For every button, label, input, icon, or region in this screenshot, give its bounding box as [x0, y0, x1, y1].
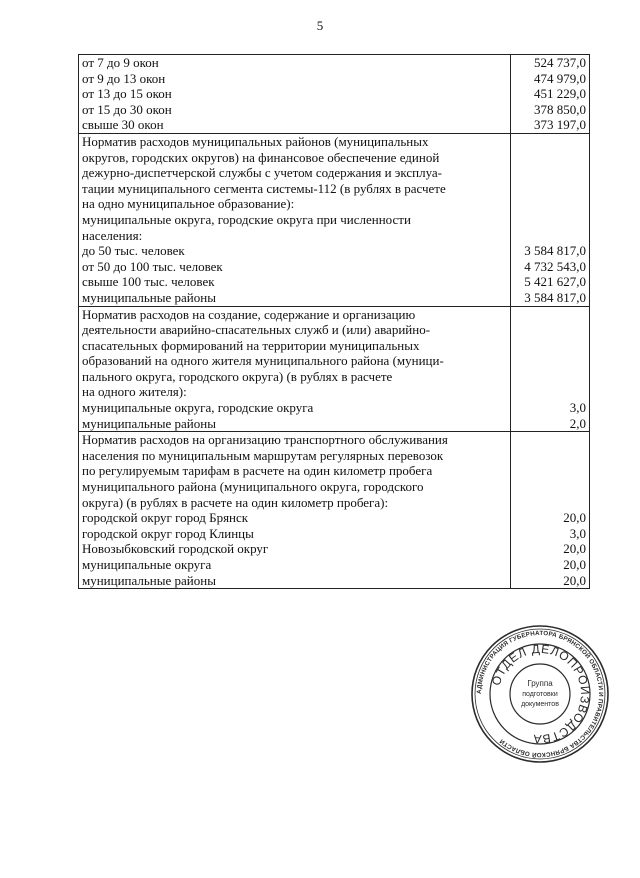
value-line — [514, 150, 586, 166]
stamp-center-line-1: Группа — [527, 679, 553, 688]
description-line: свыше 30 окон — [82, 117, 164, 133]
value-line — [514, 228, 586, 244]
norm-description-cell — [79, 133, 511, 306]
value-line — [514, 463, 586, 479]
norm-description-cell — [79, 55, 511, 134]
description-line: на одного жителя): — [82, 384, 187, 400]
description-line: округа) (в рублях в расчете на один километр пробега): — [82, 494, 389, 510]
value-line: 524 737,0 — [534, 55, 586, 70]
value-line — [514, 307, 586, 323]
value-line — [514, 322, 586, 338]
table-row — [79, 306, 590, 432]
value-line — [514, 353, 586, 369]
norm-value-cell — [511, 55, 590, 134]
description-line: муниципальные округа, городские округа при численности — [82, 211, 411, 227]
description-line: спасательных формирований на территории муниципальных — [82, 337, 420, 353]
norm-description-cell — [79, 432, 511, 589]
table-row — [79, 133, 590, 306]
norm-description-cell — [79, 306, 511, 432]
value-line — [514, 384, 586, 400]
description-line: муниципальные районы — [82, 572, 216, 588]
description-line: на одно муниципальное образование): — [82, 196, 295, 212]
table-row — [79, 432, 590, 589]
description-line: муниципальные районы — [82, 289, 216, 305]
stamp-ring-text: ОТДЕЛ ДЕЛОПРОИЗВОДСТВА — [488, 641, 593, 747]
description-line: Норматив расходов на создание, содержание и организацию — [82, 306, 416, 322]
description-line: муниципального района (муниципального округа, городского — [82, 479, 424, 495]
description-line: муниципальные округа — [82, 557, 212, 572]
stamp-center-line-3: документов — [521, 701, 559, 708]
norm-value-cell — [511, 133, 590, 306]
value-line — [514, 495, 586, 511]
description-line: округов, городских округов) на финансовое обеспечение единой — [82, 149, 440, 165]
value-line — [514, 369, 586, 385]
norm-value-cell — [511, 306, 590, 432]
description-line: от 13 до 15 окон — [82, 86, 172, 102]
value-line: 2,0 — [569, 415, 586, 431]
value-line: 378 850,0 — [534, 101, 586, 117]
norm-value-cell — [511, 432, 590, 589]
value-line: 3 584 817,0 — [524, 289, 586, 305]
value-line: 3 584 817,0 — [524, 243, 586, 259]
value-line: 20,0 — [563, 510, 586, 526]
value-line: 474 979,0 — [534, 70, 586, 86]
value-line: 3,0 — [569, 400, 586, 416]
description-line: городской округ город Клинцы — [82, 525, 254, 541]
description-line: свыше 100 тыс. человек — [82, 274, 215, 290]
stamp-center-line-2: подготовки — [522, 691, 558, 698]
description-line: тации муниципального сегмента системы-112 (в рублях в расчете — [82, 180, 446, 196]
value-line — [514, 134, 586, 150]
description-line: пального округа, городского округа) (в рублях в расчете — [82, 368, 393, 384]
description-line: дежурно-диспетчерской службы с учетом содержания и эксплуа- — [82, 165, 443, 181]
official-stamp — [470, 624, 610, 764]
description-line: до 50 тыс. человек — [82, 243, 185, 259]
value-line: 4 732 543,0 — [524, 258, 586, 274]
value-line — [514, 196, 586, 212]
description-line: муниципальные районы — [82, 415, 216, 431]
description-line: образований на одного жителя муниципального района (муници- — [82, 353, 444, 369]
description-line: Норматив расходов на организацию транспортного обслуживания — [82, 432, 448, 448]
page-number: 5 — [316, 18, 324, 33]
description-line: по регулируемым тарифам в расчете на один километр пробега — [82, 463, 433, 479]
description-line: муниципальные округа, городские округа — [82, 400, 314, 416]
value-line: 20,0 — [563, 572, 586, 588]
value-line: 5 421 627,0 — [524, 274, 586, 290]
value-line — [514, 165, 586, 181]
description-line: от 15 до 30 окон — [82, 101, 172, 117]
table-row — [79, 55, 590, 134]
description-line: городской округ город Брянск — [82, 510, 249, 526]
value-line — [514, 432, 586, 448]
value-line: 20,0 — [563, 557, 586, 572]
value-line — [514, 479, 586, 495]
description-line: Норматив расходов муниципальных районов (муниципальных — [82, 133, 429, 149]
description-line: Новозыбковский городской округ — [82, 541, 269, 557]
value-line: 373 197,0 — [534, 117, 586, 133]
description-line: деятельности аварийно-спасательных служб и (или) аварийно- — [82, 322, 431, 338]
value-line — [514, 448, 586, 464]
stamp-outer-text: АДМИНИСТРАЦИЯ ГУБЕРНАТОРА БРЯНСКОЙ ОБЛАСТИ И ПРАВИТЕЛЬСТВА БРЯНСКОЙ ОБЛАСТИ — [475, 629, 605, 759]
description-line: от 9 до 13 окон — [82, 70, 166, 86]
value-line: 451 229,0 — [534, 86, 586, 102]
value-line — [514, 181, 586, 197]
value-line — [514, 212, 586, 228]
description-line: населения по муниципальным маршрутам регулярных перевозок — [82, 447, 444, 463]
norms-table — [78, 54, 590, 589]
description-line: населения: — [82, 227, 143, 243]
description-line: от 7 до 9 окон — [82, 55, 159, 70]
value-line: 20,0 — [563, 541, 586, 557]
value-line — [514, 338, 586, 354]
description-line: от 50 до 100 тыс. человек — [82, 258, 223, 274]
value-line: 3,0 — [569, 525, 586, 541]
